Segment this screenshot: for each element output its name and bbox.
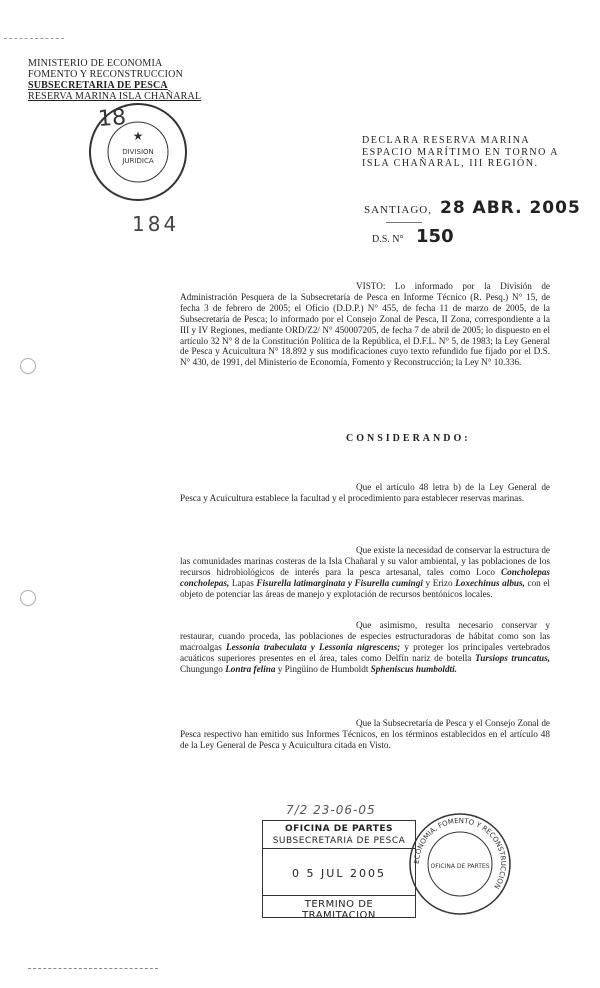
city: SANTIAGO, (364, 204, 432, 216)
seal-center-line1: DIVISION (122, 148, 154, 156)
decree-title (362, 135, 572, 170)
seal-center-text: OFICINA DE PARTES (430, 863, 490, 870)
text: con el objeto de potenciar las áreas de manejo y explotación de recursos bentónicos locales. (180, 577, 550, 599)
text: Que existe la necesidad de conservar la estructura de las comunidades marinas costeras de la Isla Chañaral y su valor ambiental, y las poblaciones de los recursos hidrobiológicos de interés para la pesca artesanal, tales como Loco (180, 545, 550, 577)
text: Lapas (229, 577, 257, 588)
ministry-line: MINISTERIO DE ECONOMIA (28, 58, 163, 69)
species-name: Spheniscus humboldti. (370, 663, 457, 674)
title-line: DECLARA RESERVA MARINA (362, 135, 531, 146)
species-name: Concholepas concholepas, (180, 566, 550, 588)
species-name: Lessonia trabeculata y Lessonia nigrescens; (225, 641, 401, 652)
species-name: Fisurella latimarginata y Fisurella cumingi (256, 577, 423, 588)
stamp-divider (263, 848, 415, 849)
considerando-paragraph-4: Que la Subsecretaría de Pesca y el Consejo Zonal de Pesca respectivo han emitido sus Informes Técnicos, en los términos establecidos en el artículo 48 de la Ley General de Pesca y Acuicultura citada en Visto. (180, 718, 550, 750)
date: 28 ABR. 2005 (439, 198, 581, 218)
seal-ring-path: ECONOMIA, FOMENTO Y RECONSTRUCCION (412, 816, 508, 891)
handwritten-mark: 18 (97, 105, 127, 132)
text: y Erizo (422, 577, 456, 588)
decree-number (372, 226, 454, 247)
text: y Pingüino de Humboldt (275, 663, 371, 674)
considerando-paragraph-1: Que el artículo 48 letra b) de la Ley General de Pesca y Acuicultura establece la facultad y el procedimiento para establecer reservas marinas. (180, 482, 550, 503)
species-name: Tursiops truncatus, (474, 652, 550, 663)
text: y proteger los principales vertebrados acuáticos superiores presentes en el área, tales como Delfín nariz de botella (180, 641, 550, 663)
handwritten-date: 7/2 23-06-05 (286, 803, 376, 817)
margin-number: 184 (132, 212, 180, 236)
considerando-title: CONSIDERANDO: (346, 433, 471, 444)
seal-ring-text (413, 817, 507, 890)
considerando-paragraph-2 (180, 545, 550, 600)
stamp-line: TERMINO DE TRAMITACION (302, 899, 376, 921)
considerando-paragraph-3 (180, 620, 550, 675)
title-line: ISLA CHAÑARAL, III REGIÓN. (362, 158, 539, 169)
ministry-line: RESERVA MARINA ISLA CHAÑARAL (28, 91, 202, 102)
stamp-divider (263, 895, 415, 896)
decree-label: D.S. N° (372, 234, 404, 245)
divider (386, 222, 422, 223)
visto-paragraph: VISTO: Lo informado por la División de Administración Pesquera de la Subsecretaría de Pesca en Informe Técnico (R. Pesq.) N° 15, de fecha 3 de febrero de 2005; el Oficio (D.D.P.) N° 455, de fecha 11 de marzo de 2005, de la Subsecretaría de Pesca; lo informado por el Consejo Zonal de Pesca, II Zona, correspondiente a la III y IV Regiones, mediante ORD/Z2/ N° 450007205, de fecha 7 de abril de 2005; lo dispuesto en el artículo 32 N° 8 de la Constitución Política de la República, el D.F.L. N° 5, de 1983; la Ley General de Pesca y Acuicultura N° 18.892 y sus modificaciones cuyo texto refundido fue fijado por el D.S. N° 430, de 1991, del Ministerio de Economía, Fomento y Reconstrucción; la Ley N° 10.336. (180, 281, 550, 368)
species-name: Loxechinus albus, (455, 577, 525, 588)
seal-star: ★ (132, 129, 144, 143)
species-name: Lontra felina (225, 663, 276, 674)
stamp-line: OFICINA DE PARTES (284, 824, 393, 834)
punch-hole (20, 358, 36, 374)
scan-mark (28, 968, 158, 969)
stamp-line: SUBSECRETARIA DE PESCA (272, 836, 406, 846)
decree-num: 150 (416, 226, 454, 247)
title-line: ESPACIO MARÍTIMO EN TORNO A (362, 146, 560, 158)
scan-mark (4, 38, 64, 39)
ministry-seal (404, 808, 516, 920)
ministry-header (28, 58, 201, 102)
punch-hole (20, 590, 36, 606)
oficina-partes-stamp (262, 820, 416, 921)
ministry-line: SUBSECRETARIA DE PESCA (28, 80, 168, 91)
stamp-date: 0 5 JUL 2005 (292, 867, 386, 880)
place-date (364, 198, 581, 218)
seal-center-line2: JURIDICA (122, 157, 154, 165)
ministry-line: FOMENTO Y RECONSTRUCCION (28, 69, 184, 80)
text: Que asimismo, resulta necesario conservar y restaurar, cuando proceda, las poblaciones de especies estructuradoras de hábitat como son las macroalgas (180, 620, 550, 652)
text: Chungungo (180, 663, 226, 674)
